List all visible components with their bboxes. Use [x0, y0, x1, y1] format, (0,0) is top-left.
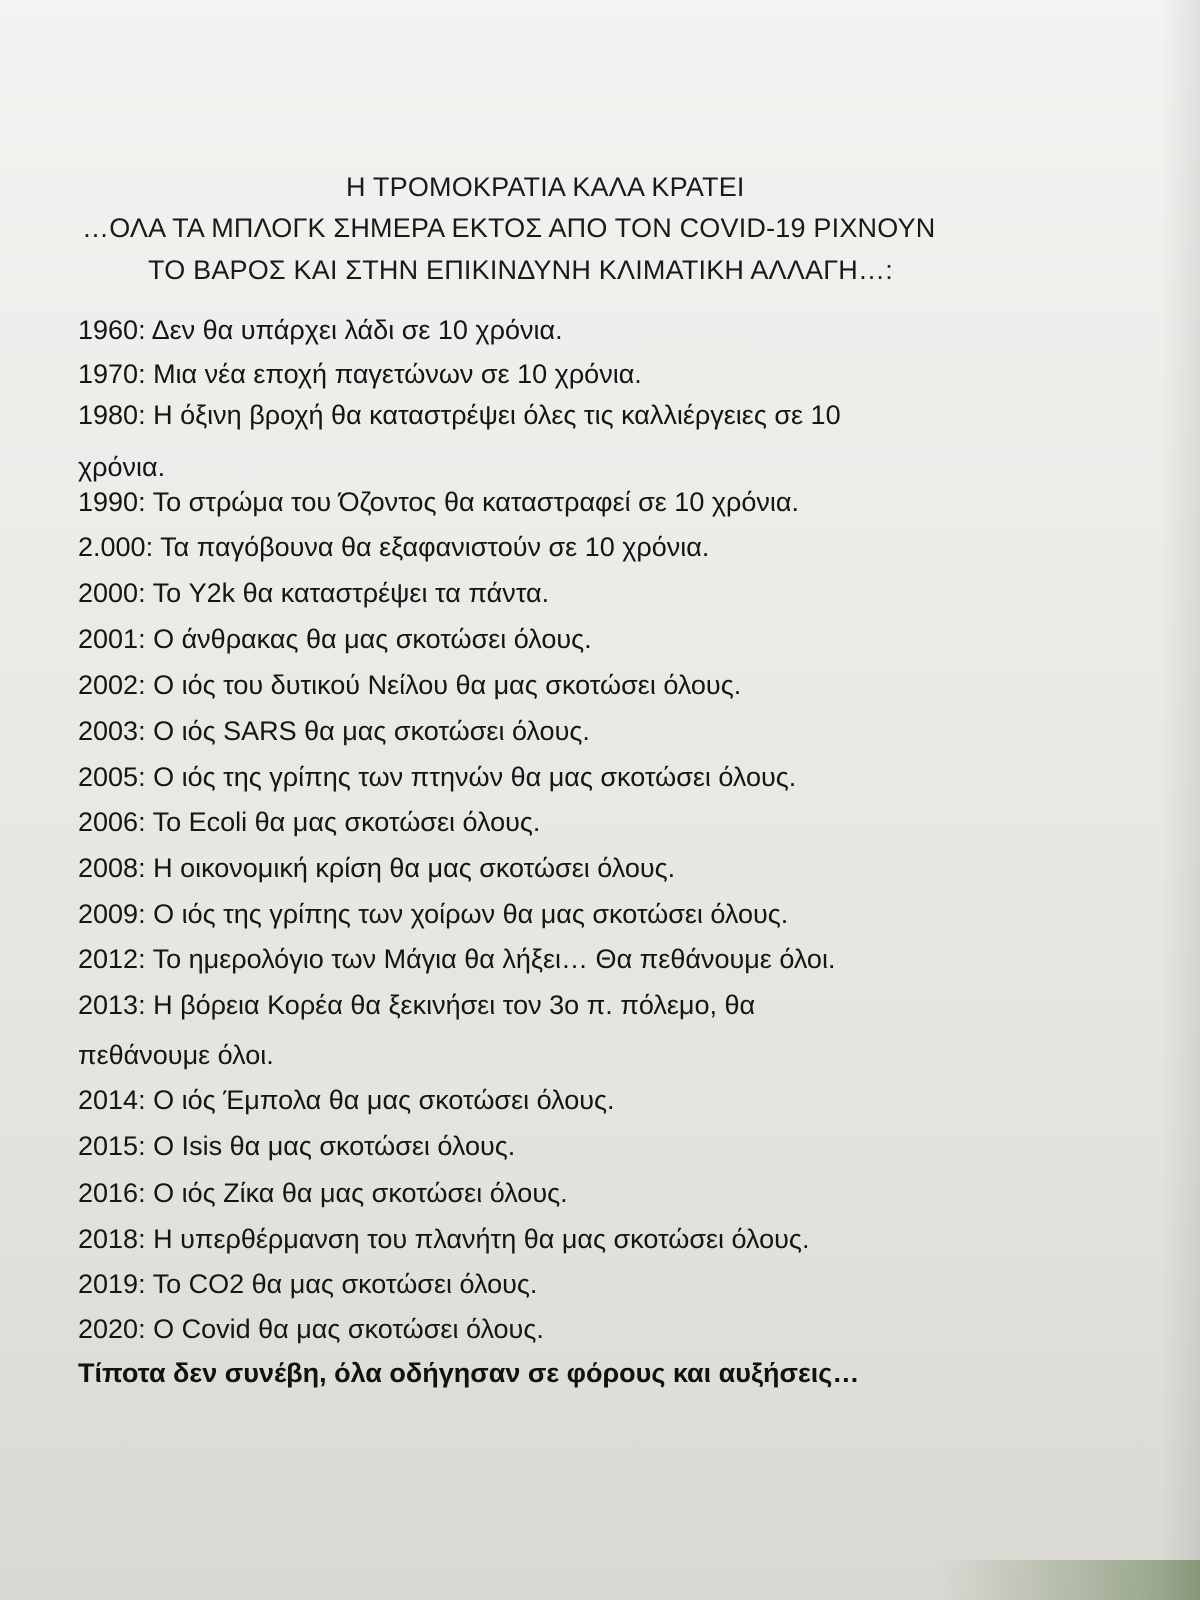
entry-2003: 2003: Ο ιός SARS θα μας σκοτώσει όλους.	[78, 716, 590, 746]
entry-1970: 1970: Μια νέα εποχή παγετώνων σε 10 χρόνια.	[78, 359, 642, 389]
entry-2019: 2019: Το CO2 θα μας σκοτώσει όλους.	[78, 1269, 538, 1299]
entry-2014: 2014: Ο ιός Έμπολα θα μας σκοτώσει όλους.	[78, 1085, 615, 1115]
entry-1990: 1990: Το στρώμα του Όζοντος θα καταστραφεί σε 10 χρόνια.	[78, 487, 799, 517]
entry-2008: 2008: Η οικονομική κρίση θα μας σκοτώσει όλους.	[78, 853, 676, 883]
entry-2020: 2020: Ο Covid θα μας σκοτώσει όλους.	[78, 1314, 544, 1344]
entry-1980: 1980: Η όξινη βροχή θα καταστρέψει όλες τις καλλιέργειες σε 10	[78, 400, 841, 430]
entry-2005: 2005: Ο ιός της γρίπης των πτηνών θα μας σκοτώσει όλους.	[78, 762, 797, 792]
entry-2016: 2016: Ο ιός Ζίκα θα μας σκοτώσει όλους.	[78, 1178, 568, 1208]
entry-1980-continued: χρόνια.	[78, 452, 166, 482]
entry-2002: 2002: Ο ιός του δυτικού Νείλου θα μας σκοτώσει όλους.	[78, 670, 742, 700]
entry-2000-a: 2.000: Τα παγόβουνα θα εξαφανιστούν σε 10 χρόνια.	[78, 532, 710, 562]
entry-2018: 2018: Η υπερθέρμανση του πλανήτη θα μας σκοτώσει όλους.	[78, 1224, 810, 1254]
entry-1960: 1960: Δεν θα υπάρχει λάδι σε 10 χρόνια.	[78, 315, 563, 345]
entry-2015: 2015: Ο Isis θα μας σκοτώσει όλους.	[78, 1131, 516, 1161]
closing-statement: Τίποτα δεν συνέβη, όλα οδήγησαν σε φόρους και αυξήσεις…	[78, 1358, 860, 1388]
entry-2012: 2012: Το ημερολόγιο των Μάγια θα λήξει… Θα πεθάνουμε όλοι.	[78, 944, 836, 974]
document-subtitle-line-2: ΤΟ ΒΑΡΟΣ ΚΑΙ ΣΤΗΝ ΕΠΙΚΙΝΔΥΝΗ ΚΛΙΜΑΤΙΚΗ ΑΛΛΑΓΗ…:	[148, 255, 893, 285]
entry-2006: 2006: Το Ecoli θα μας σκοτώσει όλους.	[78, 807, 541, 837]
document-subtitle-line-1: …ΟΛΑ ΤΑ ΜΠΛΟΓΚ ΣΗΜΕΡΑ ΕΚΤΟΣ ΑΠΟ ΤΟΝ COVID-19 ΡΙΧΝΟΥΝ	[82, 213, 936, 243]
entry-2013: 2013: Η βόρεια Κορέα θα ξεκινήσει τον 3ο π. πόλεμο, θα	[78, 990, 756, 1020]
document-title: Η ΤΡΟΜΟΚΡΑΤΙΑ ΚΑΛΑ ΚΡΑΤΕΙ	[346, 172, 745, 202]
entry-2009: 2009: Ο ιός της γρίπης των χοίρων θα μας σκοτώσει όλους.	[78, 899, 789, 929]
entry-2013-continued: πεθάνουμε όλοι.	[78, 1040, 274, 1070]
entry-2001: 2001: Ο άνθρακας θα μας σκοτώσει όλους.	[78, 624, 592, 654]
entry-2000-b: 2000: Το Y2k θα καταστρέψει τα πάντα.	[78, 578, 550, 608]
